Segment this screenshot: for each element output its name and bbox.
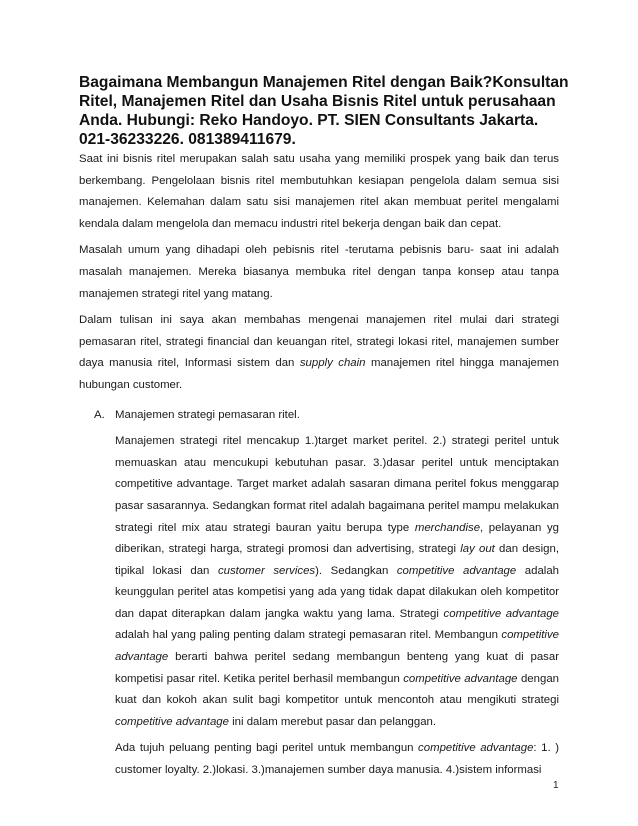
document-title: Bagaimana Membangun Manajemen Ritel dengan Baik?Konsultan Ritel, Manajemen Ritel dan Usaha Bisnis Ritel untuk perusahaan Anda. Hubungi: Reko Handoyo. PT. SIEN Consultants Jakarta. 021-36233226. 081389411679. <box>79 74 569 148</box>
paragraph-problem: Masalah umum yang dihadapi oleh pebisnis ritel -terutama pebisnis baru- saat ini adalah masalah manajemen. Mereka biasanya membuka ritel dengan tanpa konsep atau tanpa manajemen strategi ritel yang matang. <box>79 244 559 300</box>
list-item-a <box>79 405 559 427</box>
text-segment: ). Sedangkan <box>315 564 397 577</box>
text-segment: adalah keunggulan peritel atas kompetisi yang ada yang tidak dapat dilakukan oleh kompetitor dan dapat diterapkan dalam jangka waktu yang lama. Strategi <box>115 564 559 620</box>
document-body <box>79 149 559 782</box>
paragraph-intro: Saat ini bisnis ritel merupakan salah satu usaha yang memiliki prospek yang baik dan terus berkembang. Pengelolaan bisnis ritel membutuhkan kesiapan pengelola dalam semua sisi manajemen. Kelemahan dalam satu sisi manajemen ritel akan membuat peritel mengalami kendala dalam mengelola dan memacu industri ritel bekerja dengan baik dan cepat. <box>79 153 559 230</box>
emphasis-text: lay out <box>460 543 495 556</box>
list-item-content <box>115 431 559 782</box>
text-segment: manajemen ritel hingga manajemen hubungan customer. <box>79 357 559 391</box>
emphasis-text: competitive advantage <box>115 715 229 728</box>
text-segment: berarti bahwa peritel sedang membangun benteng yang kuat di pasar kompetisi pasar ritel. Ketika peritel berhasil membangun <box>115 651 559 685</box>
emphasis-text: competitive advantage <box>443 607 559 620</box>
paragraph-opportunities <box>115 738 559 781</box>
text-segment: dengan kuat dan kokoh akan sulit bagi kompetitor untuk mencontoh atau mengikuti strategi <box>115 672 559 707</box>
list-item-heading: Manajemen strategi pemasaran ritel. <box>115 408 300 421</box>
emphasis-text: merchandise <box>414 521 481 534</box>
text-segment: Ada tujuh peluang penting bagi peritel untuk membangun <box>115 742 419 755</box>
paragraph-scope <box>79 310 559 396</box>
emphasis-text: supply chain <box>299 357 366 370</box>
text-segment: Dalam tulisan ini saya akan membahas mengenai manajemen ritel mulai dari strategi pemasaran ritel, strategi financial dan keuangan ritel, strategi lokasi ritel, manajemen sumber daya manusia ritel, Informasi sistem dan <box>79 314 559 370</box>
text-segment: adalah hal yang paling penting dalam strategi pemasaran ritel. Membangun <box>115 629 502 642</box>
text-segment: ini dalam merebut pasar dan pelanggan. <box>228 715 437 728</box>
text-segment: : 1. ) customer loyalty. 2.)lokasi. 3.)manajemen sumber daya manusia. 4.)sistem informasi <box>115 742 559 777</box>
list-marker: A. <box>94 408 105 421</box>
paragraph-strategy <box>115 431 559 733</box>
emphasis-text: competitive advantage <box>418 742 534 755</box>
emphasis-text: competitive advantage <box>115 629 559 664</box>
emphasis-text: customer services <box>217 564 316 577</box>
text-segment: , pelayanan yg diberikan, strategi harga, strategi promosi dan advertising, strategi <box>115 521 559 556</box>
text-segment: Manajemen strategi ritel mencakup 1.)target market peritel. 2.) strategi peritel untuk memuaskan atau mencukupi kebutuhan pasar. 3.)dasar peritel untuk menciptakan competitive advantage. Target market adalah sasaran dimana peritel fokus menggarap pasar sasarannya. Sedangkan format ritel adalah bagaimana peritel mampu melakukan strategi ritel mix atau strategi bauran yaitu berupa type <box>115 435 559 534</box>
page-number: 1 <box>553 780 559 791</box>
text-segment: dan design, tipikal lokasi dan <box>115 543 559 577</box>
emphasis-text: competitive advantage <box>403 672 518 685</box>
emphasis-text: competitive advantage <box>396 564 517 577</box>
